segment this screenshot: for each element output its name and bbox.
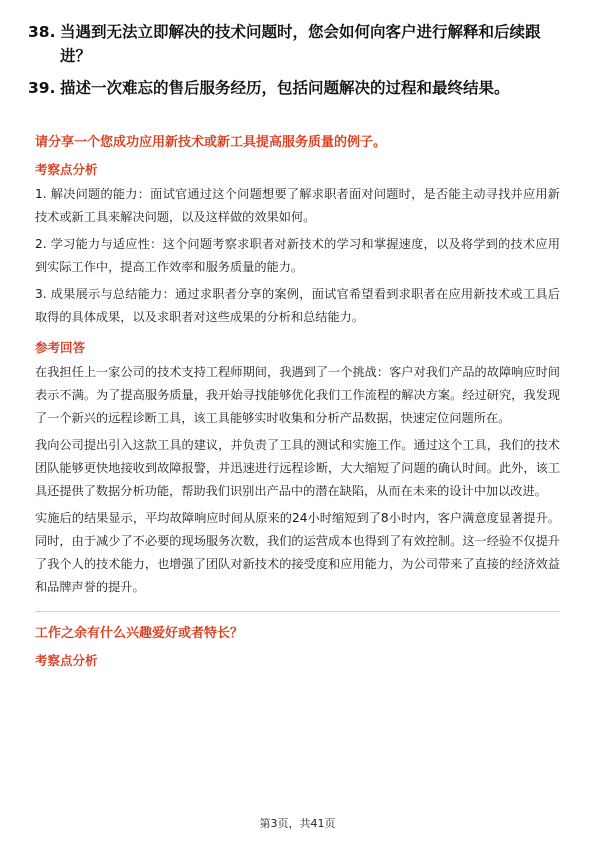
question-number: 39. [28, 79, 56, 97]
analysis-heading: 考察点分析 [35, 653, 98, 668]
answer-paragraph: 在我担任上一家公司的技术支持工程师期间，我遇到了一个挑战：客户对我们产品的故障响应时间表示不满。为了提高服务质量，我开始寻找能够优化我们工作流程的解决方案。经过研究，我发现了一个新兴的远程诊断工具，该工具能够实时收集和分析产品数据，快速定位问题所在。 [35, 365, 560, 425]
question-number: 38. [28, 23, 56, 41]
question-list [28, 20, 558, 108]
question-text: 当遇到无法立即解决的技术问题时，您会如何向客户进行解释和后续跟进？ [60, 23, 541, 65]
section-question: 请分享一个您成功应用新技术或新工具提高服务质量的例子。 [35, 135, 387, 150]
answer-heading: 参考回答 [35, 340, 86, 355]
section-question: 工作之余有什么兴趣爱好或者特长？ [35, 626, 244, 641]
list-item [28, 20, 558, 68]
section-divider [35, 611, 560, 612]
question-text: 描述一次难忘的售后服务经历，包括问题解决的过程和最终结果。 [60, 79, 510, 97]
page-number: 第3页，共41页 [259, 817, 336, 830]
analysis-heading: 考察点分析 [35, 162, 98, 177]
analysis-point: 3. 成果展示与总结能力：通过求职者分享的案例，面试官希望看到求职者在应用新技术或工具后取得的具体成果，以及求职者对这些成果的分析和总结能力。 [35, 287, 560, 324]
main-content [35, 133, 560, 674]
list-item [28, 76, 558, 100]
analysis-point: 1. 解决问题的能力：面试官通过这个问题想要了解求职者面对问题时，是否能主动寻找并应用新技术或新工具来解决问题，以及这样做的效果如何。 [35, 187, 560, 224]
answer-paragraph: 我向公司提出引入这款工具的建议，并负责了工具的测试和实施工作。通过这个工具，我们的技术团队能够更快地接收到故障报警，并迅速进行远程诊断，大大缩短了问题的确认时间。此外，该工具还提供了数据分析功能，帮助我们识别出产品中的潜在缺陷，从而在未来的设计中加以改进。 [35, 438, 560, 498]
answer-paragraph: 实施后的结果显示，平均故障响应时间从原来的24小时缩短到了8小时内，客户满意度显著提升。同时，由于减少了不必要的现场服务次数，我们的运营成本也得到了有效控制。这一经验不仅提升了我个人的技术能力，也增强了团队对新技术的接受度和应用能力，为公司带来了直接的经济效益和品牌声誉的提升。 [35, 511, 560, 594]
analysis-point: 2. 学习能力与适应性：这个问题考察求职者对新技术的学习和掌握速度，以及将学到的技术应用到实际工作中，提高工作效率和服务质量的能力。 [35, 237, 560, 274]
